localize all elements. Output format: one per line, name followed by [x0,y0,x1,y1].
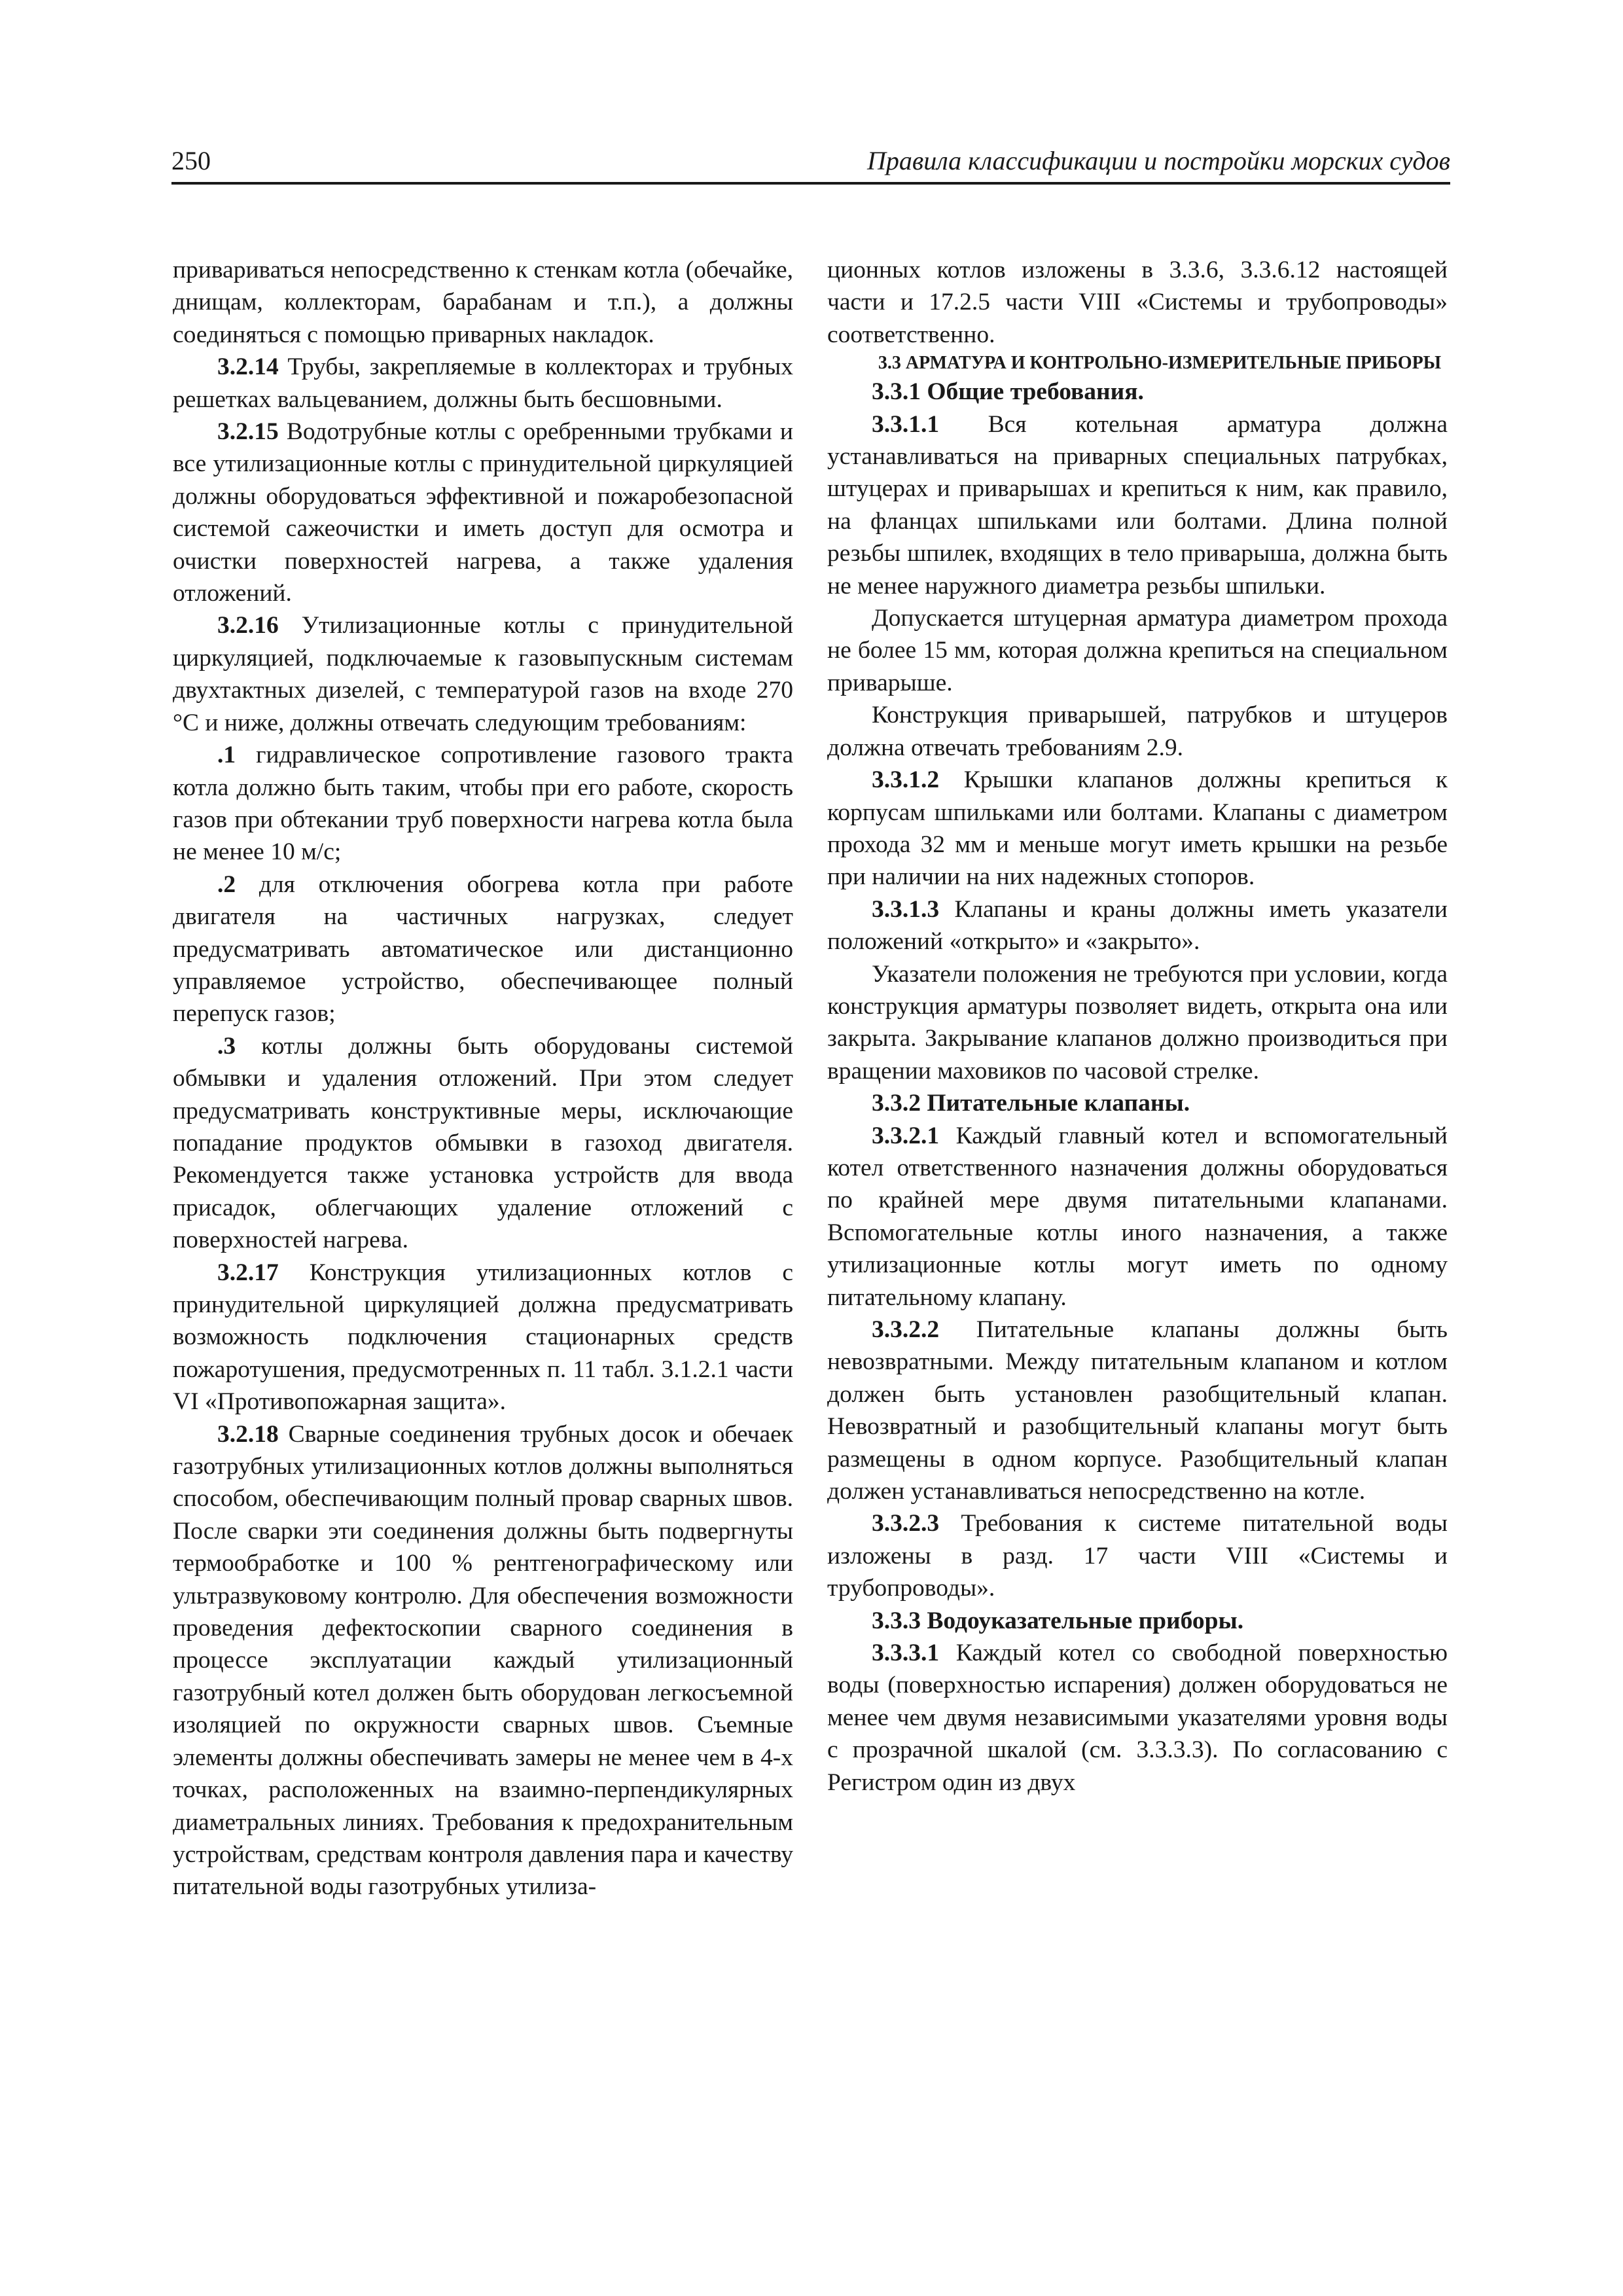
clause-number: 3.2.17 [217,1259,279,1286]
clause-number: 3.3.2.1 [872,1122,940,1149]
paragraph-3-3-1-3: 3.3.1.3 Клапаны и краны должны иметь указатели положений «открыто» и «закрыто». [827,895,1448,956]
paragraph-3-2-17: 3.2.17 Конструкция утилизационных котлов с принудительной циркуляцией должна предусматривать возможность подключения стационарных средств пожаротушения, предусмотренных п. 11 табл. 3.1.2.1 части VI «Противопожарная защита». [173,1259,793,1416]
clause-number: 3.3.1.3 [872,895,940,923]
paragraph-3-2-14: 3.2.14 Трубы, закрепляемые в коллекторах и трубных решетках вальцеванием, должны быть бесшовными. [173,353,793,413]
paragraph-indicators: Указатели положения не требуются при условии, когда конструкция арматуры позволяет видеть, открыта она или закрыта. Закрывание клапанов должно производиться при вращении маховиков по часовой стрелке. [827,960,1448,1085]
list-item-1: .1 гидравлическое сопротивление газового тракта котла должно быть таким, чтобы при его работе, скорость газов при обтекании труб поверхности нагрева котла была не менее 10 м/с; [173,742,793,866]
paragraph-design: Конструкция приварышей, патрубков и штуцеров должна отвечать требованиям 2.9. [827,702,1448,761]
right-column [827,254,1448,1799]
clause-number: 3.3.2.3 [872,1510,940,1537]
list-item-2: .2 для отключения обогрева котла при работе двигателя на частичных нагрузках, следует предусматривать автоматическое или дистанционно управляемое устройство, обеспечивающее полный перепуск газов; [173,870,793,1028]
paragraph-3-2-18: 3.2.18 Сварные соединения трубных досок и обечаек газотрубных утилизационных котлов должны выполняться способом, обеспечивающим полный провар сварных швов. После сварки эти соединения должны быть подвергнуты термообработке и 100 % рентгенографическому или ультразвуковому контролю. Для обеспечения возможности проведения дефектоскопии сварного соединения в процессе эксплуатации каждый утилизационный газотрубный котел должен быть оборудован легкосъемной изоляцией по окружности сварных швов. Съемные элементы должны обеспечивать замеры не менее чем в 4-х точках, расположенных на взаимно-перпендикулярных диаметральных линиях. Требования к предохранительным устройствам, средствам контроля давления пара и качеству питательной воды газотрубных утилиза- [173,1420,793,1901]
clause-number: 3.3.3.1 [872,1640,940,1667]
clause-number: 3.2.18 [217,1420,279,1448]
page-header [171,143,1450,185]
paragraph-3-3-1-2: 3.3.1.2 Крышки клапанов должны крепиться к корпусам шпильками или болтами. Клапаны с диаметром прохода 32 мм и меньше могут иметь крышки на резьбе при наличии на них надежных стопоров. [827,766,1448,891]
paragraph-3-2-15: 3.2.15 Водотрубные котлы с оребренными трубками и все утилизационные котлы с принудительной циркуляцией должны оборудоваться эффективной и пожаробезопасной системой сажеочистки и иметь доступ для осмотра и очистки поверхностей нагрева, а также удаления отложений. [173,418,793,607]
clause-number: 3.2.14 [217,353,279,381]
paragraph-3-2-16: 3.2.16 Утилизационные котлы с принудительной циркуляцией, подключаемые к газовыпускным системам двухтактных дизелей, с температурой газов на входе 270 °C и ниже, должны отвечать следующим требованиям: [173,612,793,736]
clause-number: 3.2.16 [217,612,279,639]
paragraph-3-3-3-1: 3.3.3.1 Каждый котел со свободной поверхностью воды (поверхностью испарения) должен оборудоваться не менее чем двумя независимыми указателями уровня воды с прозрачной шкалой (см. 3.3.3.3). По согласованию с Регистром один из двух [827,1640,1448,1796]
running-title: Правила классификации и постройки морских судов [866,146,1450,175]
section-title: 3.3 АРМАТУРА И КОНТРОЛЬНО-ИЗМЕРИТЕЛЬНЫЕ ПРИБОРЫ [878,353,1442,374]
clause-number: 3.3.1.1 [872,410,940,438]
paragraph-continuation: ционных котлов изложены в 3.3.6, 3.3.6.12 настоящей части и 17.2.5 части VIII «Системы и трубопроводы» соответственно. [827,257,1448,348]
list-number: .2 [217,870,236,898]
list-number: .1 [217,742,236,769]
paragraph-3-3-2-3: 3.3.2.3 Требования к системе питательной воды изложены в разд. 17 части VIII «Системы и трубопроводы». [827,1510,1448,1602]
heading-3-3-2: 3.3.2 Питательные клапаны. [872,1090,1190,1117]
paragraph-allowance: Допускается штуцерная арматура диаметром прохода не более 15 мм, которая должна крепиться на специальном приварыше. [827,605,1448,696]
paragraph-continuation: привариваться непосредственно к стенкам котла (обечайке, днищам, коллекторам, барабанам и т.п.), а должны соединяться с помощью приварных накладок. [173,257,793,348]
left-column [173,254,793,1903]
page-number: 250 [171,146,211,175]
list-item-3: .3 котлы должны быть оборудованы системой обмывки и удаления отложений. При этом следует предусматривать конструктивные меры, исключающие попадание продуктов обмывки в газоход двигателя. Рекомендуется также установка устройств для ввода присадок, облегчающих удаление отложений с поверхностей нагрева. [173,1032,793,1254]
paragraph-3-3-2-1: 3.3.2.1 Каждый главный котел и вспомогательный котел ответственного назначения должны оборудоваться по крайней мере двумя питательными клапанами. Вспомогательные котлы иного назначения, а также утилизационные котлы могут иметь по одному питательному клапану. [827,1122,1448,1311]
paragraph-3-3-2-2: 3.3.2.2 Питательные клапаны должны быть невозвратными. Между питательным клапаном и котлом должен быть установлен разобщительный клапан. Невозвратный и разобщительный клапаны могут быть размещены в одном корпусе. Разобщительный клапан должен устанавливаться непосредственно на котле. [827,1316,1448,1505]
clause-number: 3.3.2.2 [872,1316,940,1343]
list-number: .3 [217,1032,236,1060]
clause-number: 3.2.15 [217,418,279,446]
paragraph-3-3-1-1: 3.3.1.1 Вся котельная арматура должна устанавливаться на приварных специальных патрубках, штуцерах и приварышах и крепиться к ним, как правило, на фланцах шпильками или болтами. Длина полной резьбы шпилек, входящих в тело приварыша, должна быть не менее наружного диаметра резьбы шпильки. [827,410,1448,600]
heading-3-3-3: 3.3.3 Водоуказательные приборы. [872,1607,1244,1634]
clause-number: 3.3.1.2 [872,766,940,794]
heading-3-3-1: 3.3.1 Общие требования. [872,378,1144,406]
